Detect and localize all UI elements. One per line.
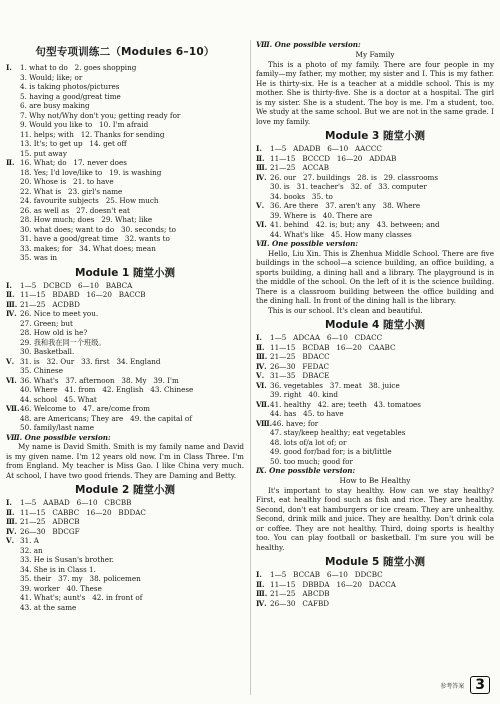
answer-text: 30. Basketball. bbox=[20, 347, 75, 356]
answer-line bbox=[6, 603, 244, 613]
answer-line bbox=[256, 428, 494, 438]
answer-text: 9. Would you like to 10. I'm afraid bbox=[20, 120, 149, 129]
answer-text: 35. Chinese bbox=[20, 366, 63, 375]
answer-line bbox=[6, 73, 244, 83]
module-4-heading: Module 4 随堂小测 bbox=[325, 319, 425, 331]
answer-line bbox=[6, 206, 244, 216]
module-1-answers bbox=[6, 281, 244, 433]
answer-text: 6. are busy making bbox=[20, 101, 90, 110]
answer-text: 36. Are there 37. aren't any 38. Where bbox=[270, 201, 421, 210]
answer-text: 32. an bbox=[20, 545, 43, 555]
answer-text: 49. good for/bad for; is a bit/little bbox=[270, 447, 392, 456]
answer-text: 34. books 35. to bbox=[270, 191, 333, 201]
answer-text: 44. has 45. to have bbox=[270, 409, 344, 418]
answer-line bbox=[6, 508, 244, 518]
answer-line bbox=[256, 333, 494, 343]
answer-line bbox=[6, 338, 244, 348]
drill-answers bbox=[6, 63, 244, 263]
answer-line bbox=[6, 414, 244, 424]
answer-line bbox=[6, 366, 244, 376]
section-numeral: Ⅲ. bbox=[256, 352, 268, 361]
answer-text: 40. Where 41. from 42. English 43. Chinese bbox=[20, 385, 194, 394]
module-4-answers bbox=[256, 333, 494, 466]
answer-line bbox=[6, 347, 244, 357]
answer-text: 36. vegetables 37. meat 38. juice bbox=[270, 380, 400, 390]
answer-text: 50. too much; good for bbox=[270, 456, 353, 466]
answer-text: 46. Welcome to 47. are/come from bbox=[20, 404, 150, 413]
answer-text: 39. right 40. kind bbox=[270, 390, 339, 399]
composition-text: This is a photo of my family. There are four people in my family—my father, my mother, my sister and I. This is my father. He is thirty-six. He is a teacher at a middle school. This is my mother. She is thirty-five. She is a doctor at a hospital. The girl is my sister. She is a student. The boy is me. I'm a student, too. We study at the same school. But we are not in the same grade. I love my family. bbox=[256, 59, 494, 126]
answer-text: 1—5 AABAD 6—10 CBCBB bbox=[20, 498, 132, 507]
composition-text: It's important to stay healthy. How can we stay healthy? First, eat healthy food such as fish and rice. They are healthy. Second, don't eat hamburgers or ice cream. They are unhealthy. Second, drink milk and juice. They are healthy. Don't drink cola or coffee. They are not healthy. Third, doing sports is healthy too. You can play football or basketball. I'm sure you will be healthy. bbox=[256, 485, 494, 552]
answer-line bbox=[6, 139, 244, 149]
page-title: 句型专项训练二（Modules 6–10） bbox=[35, 46, 215, 58]
section-numeral: Ⅱ. bbox=[6, 507, 15, 517]
answer-text: 21—25 ACDBD bbox=[20, 299, 80, 309]
answer-text: 35. was in bbox=[20, 253, 58, 262]
possible-version-label: Ⅶ. One possible version: bbox=[256, 239, 358, 248]
answer-line bbox=[256, 409, 494, 419]
answer-text: 39. worker 40. These bbox=[20, 583, 102, 593]
answer-line bbox=[256, 390, 494, 400]
section-numeral: Ⅵ. bbox=[6, 375, 17, 385]
section-numeral: Ⅳ. bbox=[256, 361, 267, 371]
section-numeral: Ⅱ. bbox=[6, 290, 15, 299]
answer-text: 41. What's; aunt's 42. in front of bbox=[20, 593, 143, 602]
answer-text: 28. How much; does 29. What; like bbox=[20, 215, 153, 224]
section-numeral: Ⅱ. bbox=[256, 153, 265, 163]
module-3-answers bbox=[256, 144, 494, 239]
answer-line bbox=[6, 63, 244, 73]
answer-line bbox=[256, 343, 494, 353]
section-numeral: Ⅰ. bbox=[256, 144, 262, 153]
answer-line bbox=[256, 154, 494, 164]
answer-text: 4. is taking photos/pictures bbox=[20, 82, 120, 91]
answer-line bbox=[256, 220, 494, 230]
footer-label: 参考答案 bbox=[440, 682, 465, 690]
answer-text: 5. having a good/great time bbox=[20, 91, 121, 101]
answer-line bbox=[256, 230, 494, 240]
answer-line bbox=[6, 584, 244, 594]
answer-line bbox=[6, 225, 244, 235]
answer-line bbox=[6, 82, 244, 92]
answer-line bbox=[6, 130, 244, 140]
answer-text: 44. school 45. What bbox=[20, 394, 97, 404]
answer-text: 47. stay/keep healthy; eat vegetables bbox=[270, 428, 406, 437]
answer-text: 21—25 ACCAB bbox=[270, 163, 329, 172]
answer-line bbox=[256, 599, 494, 609]
right-column bbox=[256, 40, 494, 608]
answer-line bbox=[6, 244, 244, 254]
answer-text: 26—30 FEDAC bbox=[270, 361, 330, 371]
section-numeral: Ⅷ. bbox=[256, 418, 273, 428]
composition-title: My Family bbox=[355, 49, 395, 59]
answer-line bbox=[6, 253, 244, 263]
answer-line bbox=[6, 309, 244, 319]
section-numeral: Ⅴ. bbox=[6, 536, 15, 545]
answer-text: 39. Where is 40. There are bbox=[270, 210, 373, 220]
answer-line bbox=[6, 215, 244, 225]
answer-line bbox=[6, 290, 244, 300]
answer-line bbox=[6, 357, 244, 367]
section-numeral: Ⅱ. bbox=[6, 158, 15, 167]
answer-text: 41. healthy 42. are; teeth 43. tomatoes bbox=[270, 399, 421, 409]
answer-text: 7. Why not/Why don't you; getting ready for bbox=[20, 110, 181, 120]
answer-line bbox=[6, 111, 244, 121]
answer-line bbox=[256, 192, 494, 202]
answer-line bbox=[256, 182, 494, 192]
answer-line bbox=[256, 163, 494, 173]
answer-text: 46. have; for bbox=[272, 418, 319, 428]
possible-version-label: Ⅸ. One possible version: bbox=[256, 466, 356, 475]
answer-text: 33. He is Susan's brother. bbox=[20, 555, 114, 564]
answer-text: 44. What's like 45. How many classes bbox=[270, 229, 412, 239]
answer-line bbox=[6, 376, 244, 386]
answer-line bbox=[6, 404, 244, 414]
answer-line bbox=[6, 328, 244, 338]
answer-line bbox=[256, 580, 494, 590]
answer-text: 26. as well as 27. doesn't eat bbox=[20, 205, 130, 215]
answer-line bbox=[256, 457, 494, 467]
section-numeral: Ⅵ. bbox=[256, 220, 267, 229]
section-numeral: Ⅴ. bbox=[256, 201, 265, 210]
answer-text: 30. what does; want to do 30. seconds; to bbox=[20, 224, 176, 234]
answer-text: 26—30 BDCGF bbox=[20, 526, 80, 536]
page-footer bbox=[440, 676, 490, 694]
answer-line bbox=[6, 546, 244, 556]
answer-line bbox=[6, 395, 244, 405]
answer-line bbox=[256, 589, 494, 599]
answer-line bbox=[256, 381, 494, 391]
answer-text: 18. Yes; I'd love/like to 19. is washing bbox=[20, 167, 162, 177]
answer-line bbox=[256, 362, 494, 372]
answer-text: 36. What's 37. afternoon 38. My 39. I'm bbox=[20, 375, 179, 385]
section-numeral: Ⅰ. bbox=[6, 498, 12, 507]
section-numeral: Ⅲ. bbox=[256, 589, 268, 598]
answer-line bbox=[256, 419, 494, 429]
answer-text: 15. put away bbox=[20, 148, 67, 158]
possible-version-label: Ⅷ. One possible version: bbox=[256, 40, 361, 49]
module-1-heading: Module 1 随堂小测 bbox=[75, 266, 175, 279]
answer-text: 50. family/last name bbox=[20, 423, 94, 432]
section-numeral: Ⅲ. bbox=[6, 517, 18, 526]
module-5-answers bbox=[256, 570, 494, 608]
answer-line bbox=[6, 187, 244, 197]
answer-text: 33. makes; for 34. What does; mean bbox=[20, 243, 156, 253]
answer-text: 11—15 BDABD 16—20 BACCB bbox=[20, 290, 146, 299]
module-2-heading: Module 2 随堂小测 bbox=[75, 484, 175, 496]
answer-line bbox=[6, 527, 244, 537]
answer-line bbox=[6, 196, 244, 206]
answer-text: 11—15 CABBC 16—20 BDDAC bbox=[20, 507, 146, 517]
answer-text: 31. is 32. Our 33. first 34. England bbox=[20, 356, 161, 366]
answer-text: 21—25 ADBCB bbox=[20, 517, 80, 526]
answer-text: 34. She is in Class 1. bbox=[20, 564, 96, 574]
answer-line bbox=[6, 234, 244, 244]
answer-line bbox=[6, 423, 244, 433]
module-2-answers bbox=[6, 498, 244, 612]
answer-text: 48. are Americans; They are 49. the capital of bbox=[20, 413, 192, 423]
answer-text: 16. What; do 17. never does bbox=[20, 158, 127, 167]
answer-text: 11. helps; with 12. Thanks for sending bbox=[20, 129, 165, 139]
answer-line bbox=[6, 555, 244, 565]
answer-text: 43. at the same bbox=[20, 602, 77, 612]
composition-text: This is our school. It's clean and beautiful. bbox=[268, 305, 423, 315]
answer-text: 11—15 DBBDA 16—20 DACCA bbox=[270, 579, 396, 589]
answer-line bbox=[6, 593, 244, 603]
section-numeral: Ⅰ. bbox=[256, 333, 262, 342]
answer-line bbox=[256, 438, 494, 448]
answer-text: 24. favourite subjects 25. How much bbox=[20, 196, 159, 205]
section-numeral: Ⅱ. bbox=[256, 342, 265, 352]
answer-line bbox=[6, 120, 244, 130]
section-numeral: Ⅳ. bbox=[6, 526, 17, 536]
answer-text: 21—25 BDACC bbox=[270, 352, 330, 361]
answer-line bbox=[6, 281, 244, 291]
answer-line bbox=[6, 92, 244, 102]
column-divider bbox=[250, 40, 251, 695]
possible-version-label: Ⅷ. One possible version: bbox=[6, 432, 111, 442]
section-numeral: Ⅲ. bbox=[6, 299, 18, 309]
answer-line bbox=[6, 158, 244, 168]
answer-line bbox=[6, 565, 244, 575]
composition-text: Hello, Liu Xin. This is Zhenhua Middle School. There are five buildings in the school—a science building, an office building, a sports building, a dining hall and a library. The playground is in the middle of the school. On the left of it is the science building. There is a classroom building between the office building and the dining hall. In front of the dining hall is the library. bbox=[256, 248, 494, 305]
answer-line bbox=[256, 144, 494, 154]
answer-line bbox=[6, 517, 244, 527]
section-numeral: Ⅵ. bbox=[256, 380, 267, 390]
answer-text: 3. Would; like; or bbox=[20, 72, 83, 82]
answer-line bbox=[6, 574, 244, 584]
answer-line bbox=[256, 447, 494, 457]
answer-text: 11—15 BCCCD 16—20 ADDAB bbox=[270, 153, 397, 163]
answer-text: 11—15 BCDAB 16—20 CAABC bbox=[270, 342, 396, 352]
answer-line bbox=[6, 177, 244, 187]
answer-text: 26—30 CAFBD bbox=[270, 598, 330, 608]
answer-line bbox=[6, 149, 244, 159]
answer-text: 26. Nice to meet you. bbox=[20, 309, 99, 318]
answer-text: 26. our 27. buildings 28. is 29. classrooms bbox=[270, 172, 439, 182]
answer-text: 30. is 31. teacher's 32. of 33. computer bbox=[270, 182, 427, 191]
answer-text: 35. their 37. my 38. policemen bbox=[20, 574, 141, 583]
page-number: 3 bbox=[470, 676, 490, 694]
answer-line bbox=[6, 168, 244, 178]
section-numeral: Ⅲ. bbox=[256, 163, 268, 172]
answer-text: 28. How old is he? bbox=[20, 328, 88, 337]
left-column bbox=[6, 44, 244, 612]
composition-title: How to Be Healthy bbox=[339, 475, 411, 485]
answer-line bbox=[6, 300, 244, 310]
section-numeral: Ⅴ. bbox=[256, 371, 265, 380]
section-numeral: Ⅰ. bbox=[256, 570, 262, 579]
answer-line bbox=[6, 101, 244, 111]
answer-text: 21—25 ABCDB bbox=[270, 589, 330, 598]
section-numeral: Ⅶ. bbox=[6, 404, 20, 413]
answer-line bbox=[256, 352, 494, 362]
section-numeral: Ⅶ. bbox=[256, 399, 270, 409]
answer-line bbox=[256, 371, 494, 381]
section-numeral: Ⅳ. bbox=[6, 309, 17, 318]
answer-text: 1. what to do 2. goes shopping bbox=[20, 63, 137, 72]
answer-line bbox=[256, 173, 494, 183]
answer-line bbox=[256, 211, 494, 221]
answer-text: 1—5 ADADB 6—10 AACCC bbox=[270, 144, 382, 153]
answer-text: 29. 我和我在同一个班级。 bbox=[20, 337, 106, 347]
answer-text: 48. lots of/a lot of; or bbox=[270, 437, 347, 447]
section-numeral: Ⅳ. bbox=[256, 598, 267, 608]
answer-line bbox=[6, 319, 244, 329]
answer-text: 1—5 DCBCD 6—10 BABCA bbox=[20, 280, 133, 290]
answer-line bbox=[6, 536, 244, 546]
answer-line bbox=[6, 385, 244, 395]
answer-text: 13. It's; to get up 14. get off bbox=[20, 139, 127, 148]
answer-text: 27. Green; but bbox=[20, 318, 73, 328]
answer-text: 31. have a good/great time 32. wants to bbox=[20, 234, 170, 243]
section-numeral: Ⅳ. bbox=[256, 172, 267, 182]
answer-text: 20. Whose is 21. to have bbox=[20, 177, 114, 186]
module-5-heading: Module 5 随堂小测 bbox=[325, 556, 425, 568]
answer-line bbox=[6, 498, 244, 508]
answer-text: 31. A bbox=[20, 536, 39, 545]
answer-text: 31—35 DBACE bbox=[270, 371, 330, 380]
section-numeral: Ⅱ. bbox=[256, 579, 265, 589]
section-numeral: Ⅴ. bbox=[6, 356, 15, 366]
answer-line bbox=[256, 400, 494, 410]
answer-text: 41. behind 42. is; but; any 43. between; and bbox=[270, 220, 440, 229]
section-numeral: Ⅰ. bbox=[6, 63, 12, 72]
answer-text: 1—5 ADCAA 6—10 CDACC bbox=[270, 333, 383, 342]
answer-text: 1—5 BCCAB 6—10 DDCBC bbox=[270, 570, 383, 579]
section-numeral: Ⅰ. bbox=[6, 280, 12, 290]
answer-line bbox=[256, 570, 494, 580]
answer-line bbox=[256, 201, 494, 211]
composition-text: My name is David Smith. Smith is my family name and David is my given name. I'm 12 years old now. I'm in Class Three. I'm from England. My teacher is Miss Gao. I like China very much. At school, I have two good friends. They are Daming and Betty. bbox=[6, 442, 244, 480]
answer-text: 22. What is 23. girl's name bbox=[20, 186, 123, 196]
module-3-heading: Module 3 随堂小测 bbox=[325, 130, 425, 142]
